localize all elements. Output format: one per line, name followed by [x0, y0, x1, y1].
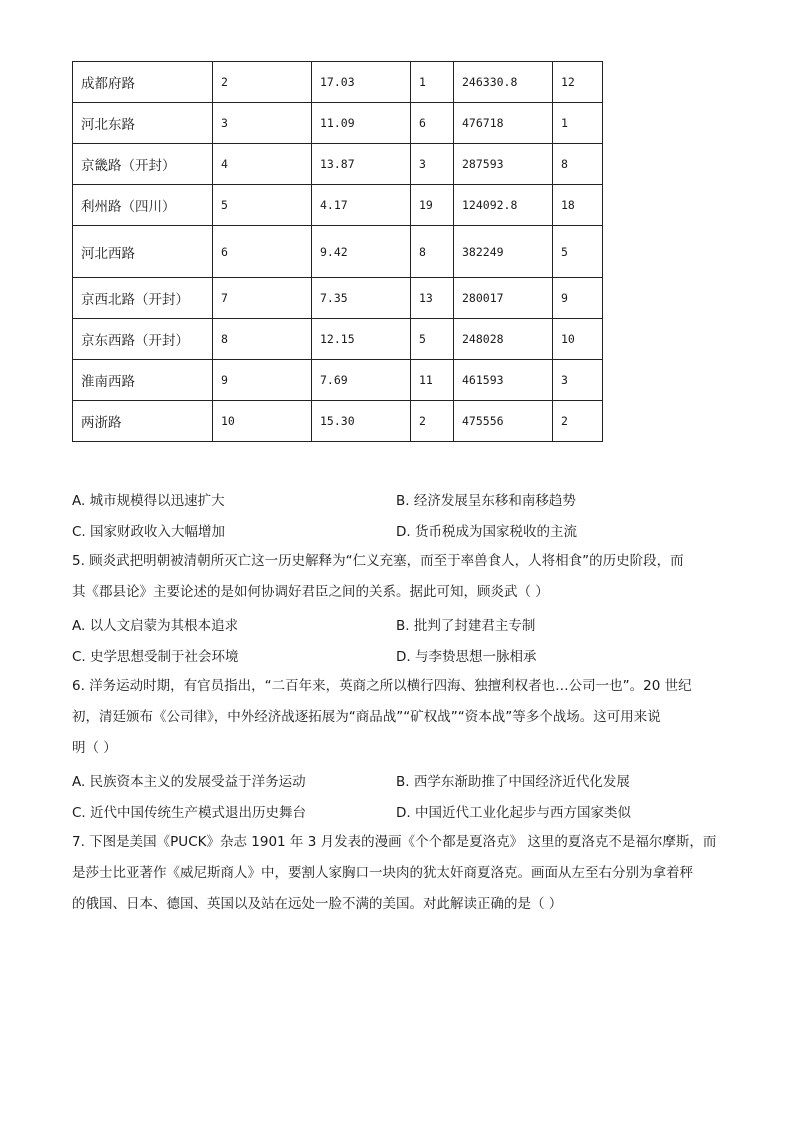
value-cell: 8 — [213, 319, 312, 360]
value-cell: 12.15 — [312, 319, 411, 360]
value-cell: 15.30 — [312, 401, 411, 442]
value-cell: 5 — [553, 226, 603, 278]
question-6-stem — [72, 671, 724, 764]
region-name-cell: 京西北路（开封） — [73, 278, 213, 319]
q5-option-c[interactable]: C. 史学思想受制于社会环境 — [72, 649, 239, 665]
value-cell: 1 — [411, 62, 454, 103]
region-name-cell: 河北东路 — [73, 103, 213, 144]
value-cell: 7.69 — [312, 360, 411, 401]
value-cell: 3 — [213, 103, 312, 144]
table-row — [73, 226, 603, 278]
value-cell: 7 — [213, 278, 312, 319]
value-cell: 4.17 — [312, 185, 411, 226]
q6-option-d[interactable]: D. 中国近代工业化起步与西方国家类似 — [396, 805, 631, 821]
q7-line-1: 7. 下图是美国《PUCK》杂志 1901 年 3 月发表的漫画《个个都是夏洛克》 这里的夏洛克不是福尔摩斯，而 — [72, 834, 717, 850]
q5-option-a[interactable]: A. 以人文启蒙为其根本追求 — [72, 618, 239, 634]
q4-option-b[interactable]: B. 经济发展呈东移和南移趋势 — [396, 493, 576, 509]
table-row — [73, 319, 603, 360]
q6-option-b[interactable]: B. 西学东渐助推了中国经济近代化发展 — [396, 774, 630, 790]
region-name-cell: 河北西路 — [73, 226, 213, 278]
value-cell: 280017 — [454, 278, 553, 319]
value-cell: 7.35 — [312, 278, 411, 319]
q5-line-1: 5. 顾炎武把明朝被清朝所灭亡这一历史解释为“仁义充塞，而至于率兽食人，人将相食”的历史阶段，而 — [72, 553, 684, 569]
q6-line-3: 明（ ） — [72, 740, 117, 756]
value-cell: 246330.8 — [454, 62, 553, 103]
value-cell: 287593 — [454, 144, 553, 185]
value-cell: 9 — [213, 360, 312, 401]
value-cell: 6 — [213, 226, 312, 278]
value-cell: 3 — [553, 360, 603, 401]
value-cell: 5 — [213, 185, 312, 226]
table-row — [73, 62, 603, 103]
q7-line-2: 是莎士比亚著作《威尼斯商人》中，要割人家胸口一块肉的犹太奸商夏洛克。画面从左至右分别为拿着秤 — [72, 865, 693, 881]
value-cell: 10 — [553, 319, 603, 360]
q7-line-3: 的俄国、日本、德国、英国以及站在远处一脸不满的美国。对此解读正确的是（ ） — [72, 896, 563, 912]
region-name-cell: 两浙路 — [73, 401, 213, 442]
value-cell: 13 — [411, 278, 454, 319]
region-name-cell: 淮南西路 — [73, 360, 213, 401]
value-cell: 248028 — [454, 319, 553, 360]
q6-line-1: 6. 洋务运动时期，有官员指出，“二百年来，英商之所以横行四海、独擅利权者也…公司一也”。20 世纪 — [72, 678, 692, 694]
value-cell: 5 — [411, 319, 454, 360]
value-cell: 3 — [411, 144, 454, 185]
value-cell: 19 — [411, 185, 454, 226]
q6-option-a[interactable]: A. 民族资本主义的发展受益于洋务运动 — [72, 774, 306, 790]
value-cell: 4 — [213, 144, 312, 185]
value-cell: 11 — [411, 360, 454, 401]
q6-line-2: 初，清廷颁布《公司律》，中外经济战逐拓展为“商品战”“矿权战”“资本战”等多个战场。这可用来说 — [72, 709, 661, 725]
q5-option-b[interactable]: B. 批判了封建君主专制 — [396, 618, 536, 634]
value-cell: 476718 — [454, 103, 553, 144]
table-row — [73, 185, 603, 226]
value-cell: 6 — [411, 103, 454, 144]
value-cell: 9 — [553, 278, 603, 319]
value-cell: 2 — [553, 401, 603, 442]
value-cell: 11.09 — [312, 103, 411, 144]
q6-option-c[interactable]: C. 近代中国传统生产模式退出历史舞台 — [72, 805, 307, 821]
value-cell: 18 — [553, 185, 603, 226]
value-cell: 461593 — [454, 360, 553, 401]
table-row — [73, 103, 603, 144]
table-row — [73, 401, 603, 442]
question-7-stem — [72, 827, 724, 920]
region-name-cell: 京东西路（开封） — [73, 319, 213, 360]
value-cell: 9.42 — [312, 226, 411, 278]
value-cell: 12 — [553, 62, 603, 103]
value-cell: 8 — [411, 226, 454, 278]
value-cell: 2 — [213, 62, 312, 103]
q4-option-a[interactable]: A. 城市规模得以迅速扩大 — [72, 493, 225, 509]
value-cell: 382249 — [454, 226, 553, 278]
q4-option-c[interactable]: C. 国家财政收入大幅增加 — [72, 524, 226, 540]
value-cell: 475556 — [454, 401, 553, 442]
table-row — [73, 144, 603, 185]
tax-data-table — [72, 61, 603, 442]
region-name-cell: 利州路（四川） — [73, 185, 213, 226]
table-body — [73, 62, 603, 442]
region-name-cell: 京畿路（开封） — [73, 144, 213, 185]
q5-option-d[interactable]: D. 与李贽思想一脉相承 — [396, 649, 537, 665]
table-row — [73, 360, 603, 401]
q5-line-2: 其《郡县论》主要论述的是如何协调好君臣之间的关系。据此可知，顾炎武（ ） — [72, 584, 549, 600]
value-cell: 2 — [411, 401, 454, 442]
value-cell: 13.87 — [312, 144, 411, 185]
region-name-cell: 成都府路 — [73, 62, 213, 103]
value-cell: 124092.8 — [454, 185, 553, 226]
q4-option-d[interactable]: D. 货币税成为国家税收的主流 — [396, 524, 577, 540]
value-cell: 1 — [553, 103, 603, 144]
value-cell: 8 — [553, 144, 603, 185]
question-5-stem — [72, 546, 724, 608]
table-row — [73, 278, 603, 319]
value-cell: 10 — [213, 401, 312, 442]
value-cell: 17.03 — [312, 62, 411, 103]
